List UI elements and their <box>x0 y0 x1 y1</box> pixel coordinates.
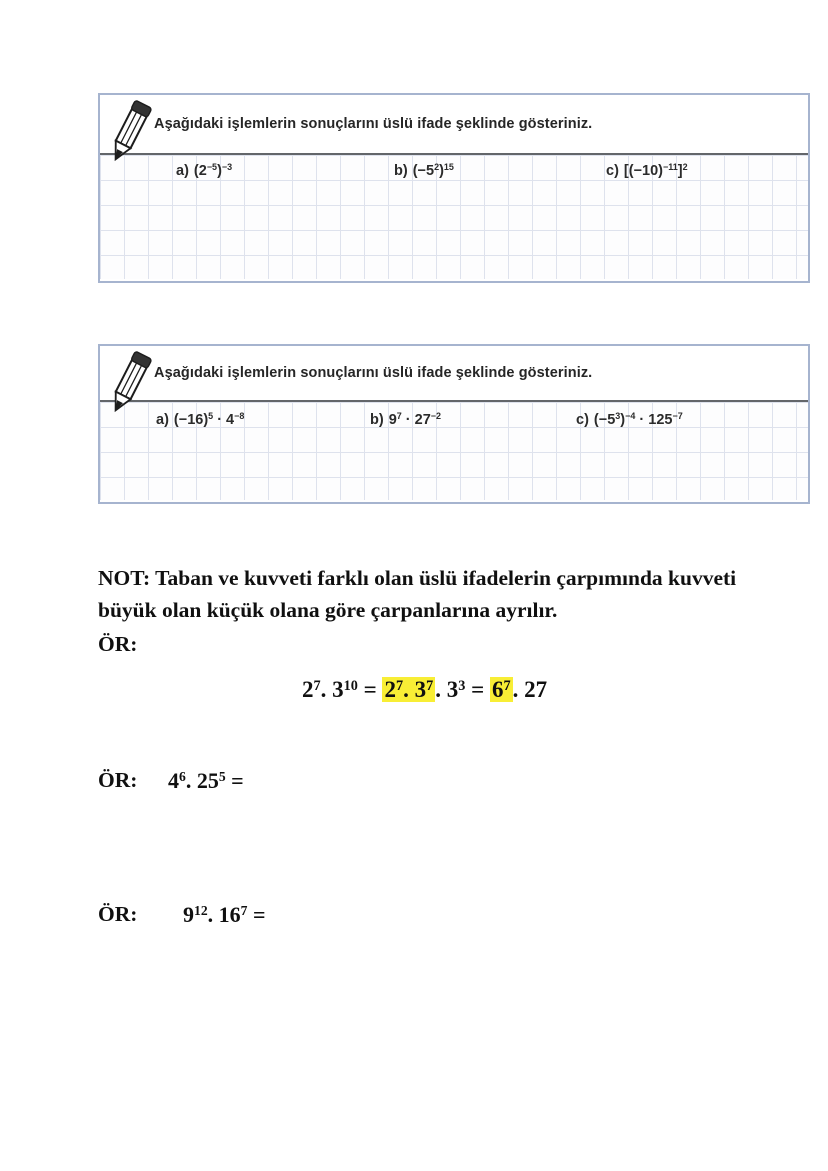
item-label: c) <box>606 163 619 179</box>
exercise-item-a <box>156 412 244 428</box>
item-expression: $(-16)^5 \cdot 4^{-8}$ <box>173 411 245 428</box>
item-label: b) <box>394 163 408 179</box>
exercise-box-2 <box>98 344 810 504</box>
answer-grid <box>100 402 808 500</box>
item-expression: $(-5^3)^{-4} \cdot 125^{-7}$ <box>593 411 683 428</box>
exercise-item-b <box>394 163 454 179</box>
exercise-box-2-header <box>100 346 808 402</box>
example-3-expression: $9^{12}$. $16^7$ = <box>183 902 266 927</box>
pencil-icon <box>107 349 151 419</box>
answer-grid <box>100 155 808 279</box>
note-line-1: NOT: Taban ve kuvveti farklı olan üslü ifadelerin çarpımında kuvveti <box>98 566 737 590</box>
example-1-equation: $2^7$. $3^{10} = 2^7$. $3^7$. $3^3 = 6^7$. 27 <box>302 677 548 702</box>
exercise-box-1-header <box>100 95 808 155</box>
note-paragraph <box>98 562 778 626</box>
example-1-label: ÖR: <box>98 632 138 656</box>
item-label: c) <box>576 412 589 428</box>
item-expression: $9^7 \cdot 27^{-2}$ <box>388 411 442 428</box>
instruction-text: Aşağıdaki işlemlerin sonuçlarını üslü ifade şeklinde gösteriniz. <box>154 365 593 381</box>
exercise-box-1 <box>98 93 810 283</box>
item-expression: $(2^{-5})^{-3}$ <box>193 162 233 179</box>
example-2-label: ÖR: <box>98 768 138 792</box>
pencil-icon <box>107 98 151 168</box>
exercise-item-c <box>576 412 683 428</box>
instruction-text: Aşağıdaki işlemlerin sonuçlarını üslü ifade şeklinde gösteriniz. <box>154 116 593 132</box>
exercise-item-b <box>370 412 441 428</box>
item-expression: $[(-10)^{-11}]^2$ <box>623 162 688 179</box>
exercise-item-c <box>606 163 688 179</box>
exercise-item-a <box>176 163 232 179</box>
example-3-label: ÖR: <box>98 902 138 926</box>
item-expression: $(-5^2)^{15}$ <box>412 162 454 179</box>
item-label: a) <box>156 412 169 428</box>
item-label: a) <box>176 163 189 179</box>
note-line-2: büyük olan küçük olana göre çarpanlarına ayrılır. <box>98 598 558 622</box>
item-label: b) <box>370 412 384 428</box>
example-2-expression: $4^6$. $25^5$ = <box>168 768 244 793</box>
